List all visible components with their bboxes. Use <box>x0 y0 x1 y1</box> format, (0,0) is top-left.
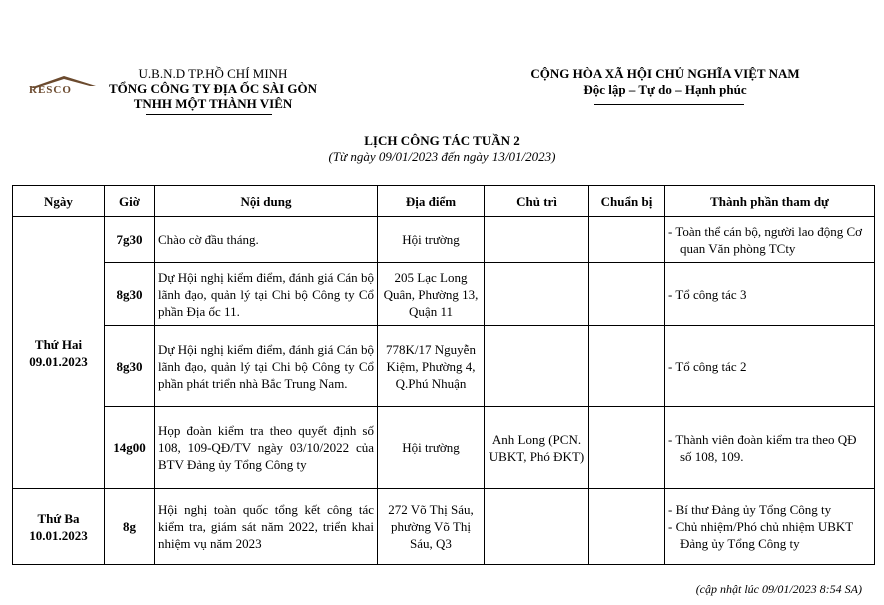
day-cell-monday <box>13 217 105 489</box>
place-cell: Hội trường <box>378 217 485 263</box>
place-cell: 778K/17 Nguyễn Kiệm, Phường 4, Q.Phú Nhuận <box>378 326 485 407</box>
org-underline <box>146 114 272 115</box>
table-header-row <box>13 186 875 217</box>
org-line-2: TỔNG CÔNG TY ĐỊA ỐC SÀI GÒN <box>108 81 318 96</box>
attendees-cell <box>665 217 875 263</box>
national-motto: Độc lập – Tự do – Hạnh phúc <box>583 82 747 97</box>
host-cell: Anh Long (PCN. UBKT, Phó ĐKT) <box>485 407 589 489</box>
place-cell: 205 Lạc Long Quân, Phường 13, Quận 11 <box>378 263 485 326</box>
day-name: Thứ Ba <box>37 510 80 526</box>
organization-header <box>100 66 326 111</box>
prep-cell <box>589 263 665 326</box>
place-cell: 272 Võ Thị Sáu, phường Võ Thị Sáu, Q3 <box>378 489 485 565</box>
attendee-line: - Tổ công tác 2 <box>668 358 747 374</box>
table-row <box>13 217 875 263</box>
attendees-cell <box>665 326 875 407</box>
col-header-attendees: Thành phần tham dự <box>665 186 875 217</box>
document-title: LỊCH CÔNG TÁC TUẦN 2 <box>364 133 520 148</box>
day-name: Thứ Hai <box>34 336 83 352</box>
host-cell <box>485 263 589 326</box>
motto-underline <box>594 104 744 105</box>
attendee-line: - Toàn thể cán bộ, người lao động Cơ quan Văn phòng TCty <box>668 223 863 256</box>
logo-text: RESCO <box>29 84 72 96</box>
time-cell: 8g30 <box>105 263 155 326</box>
day-date: 10.01.2023 <box>29 527 88 543</box>
table-row <box>13 407 875 489</box>
host-cell <box>485 217 589 263</box>
content-cell: Dự Hội nghị kiểm điểm, đánh giá Cán bộ lãnh đạo, quản lý tại Chi bộ Công ty Cổ phần phát triển nhà Bắc Trung Nam. <box>155 326 378 407</box>
prep-cell <box>589 326 665 407</box>
col-header-place: Địa điểm <box>378 186 485 217</box>
content-cell: Dự Hội nghị kiểm điểm, đánh giá Cán bộ lãnh đạo, quản lý tại Chi bộ Công ty Cổ phần Địa ốc 11. <box>155 263 378 326</box>
schedule-table <box>12 185 875 565</box>
attendee-line: - Tổ công tác 3 <box>668 286 747 302</box>
attendee-line: - Thành viên đoàn kiểm tra theo QĐ số 108, 109. <box>668 431 857 464</box>
table-row <box>13 489 875 565</box>
document-subtitle: (Từ ngày 09/01/2023 đến ngày 13/01/2023) <box>328 149 556 164</box>
national-header <box>506 66 824 98</box>
host-cell <box>485 489 589 565</box>
company-logo <box>28 74 98 98</box>
attendees-cell <box>665 407 875 489</box>
prep-cell <box>589 217 665 263</box>
document-title-block <box>0 133 884 165</box>
last-updated-note: (cập nhật lúc 09/01/2023 8:54 SA) <box>695 582 862 596</box>
time-cell: 14g00 <box>105 407 155 489</box>
prep-cell <box>589 407 665 489</box>
day-cell-tuesday <box>13 489 105 565</box>
table-row <box>13 263 875 326</box>
content-cell: Họp đoàn kiểm tra theo quyết định số 108, 109-QĐ/TV ngày 03/10/2022 của BTV Đảng ủy Tổng Công ty <box>155 407 378 489</box>
time-cell: 8g <box>105 489 155 565</box>
attendee-line: - Bí thư Đảng ủy Tổng Công ty <box>668 502 832 517</box>
content-cell: Chào cờ đầu tháng. <box>155 217 378 263</box>
col-header-time: Giờ <box>105 186 155 217</box>
day-date: 09.01.2023 <box>29 353 88 369</box>
attendees-cell <box>665 489 875 565</box>
org-line-1: U.B.N.D TP.HỒ CHÍ MINH <box>138 66 288 81</box>
national-title: CỘNG HÒA XÃ HỘI CHỦ NGHĨA VIỆT NAM <box>530 66 800 81</box>
host-cell <box>485 326 589 407</box>
attendee-line: - Chủ nhiệm/Phó chủ nhiệm UBKT Đảng ủy Tổng Công ty <box>668 519 854 551</box>
time-cell: 7g30 <box>105 217 155 263</box>
prep-cell <box>589 489 665 565</box>
content-cell: Hội nghị toàn quốc tổng kết công tác kiểm tra, giám sát năm 2022, triển khai nhiệm vụ năm 2023 <box>155 489 378 565</box>
col-header-day: Ngày <box>13 186 105 217</box>
place-cell: Hội trường <box>378 407 485 489</box>
col-header-host: Chủ trì <box>485 186 589 217</box>
attendees-cell <box>665 263 875 326</box>
col-header-content: Nội dung <box>155 186 378 217</box>
table-row <box>13 326 875 407</box>
org-line-3: TNHH MỘT THÀNH VIÊN <box>133 96 293 111</box>
col-header-prep: Chuẩn bị <box>589 186 665 217</box>
time-cell: 8g30 <box>105 326 155 407</box>
